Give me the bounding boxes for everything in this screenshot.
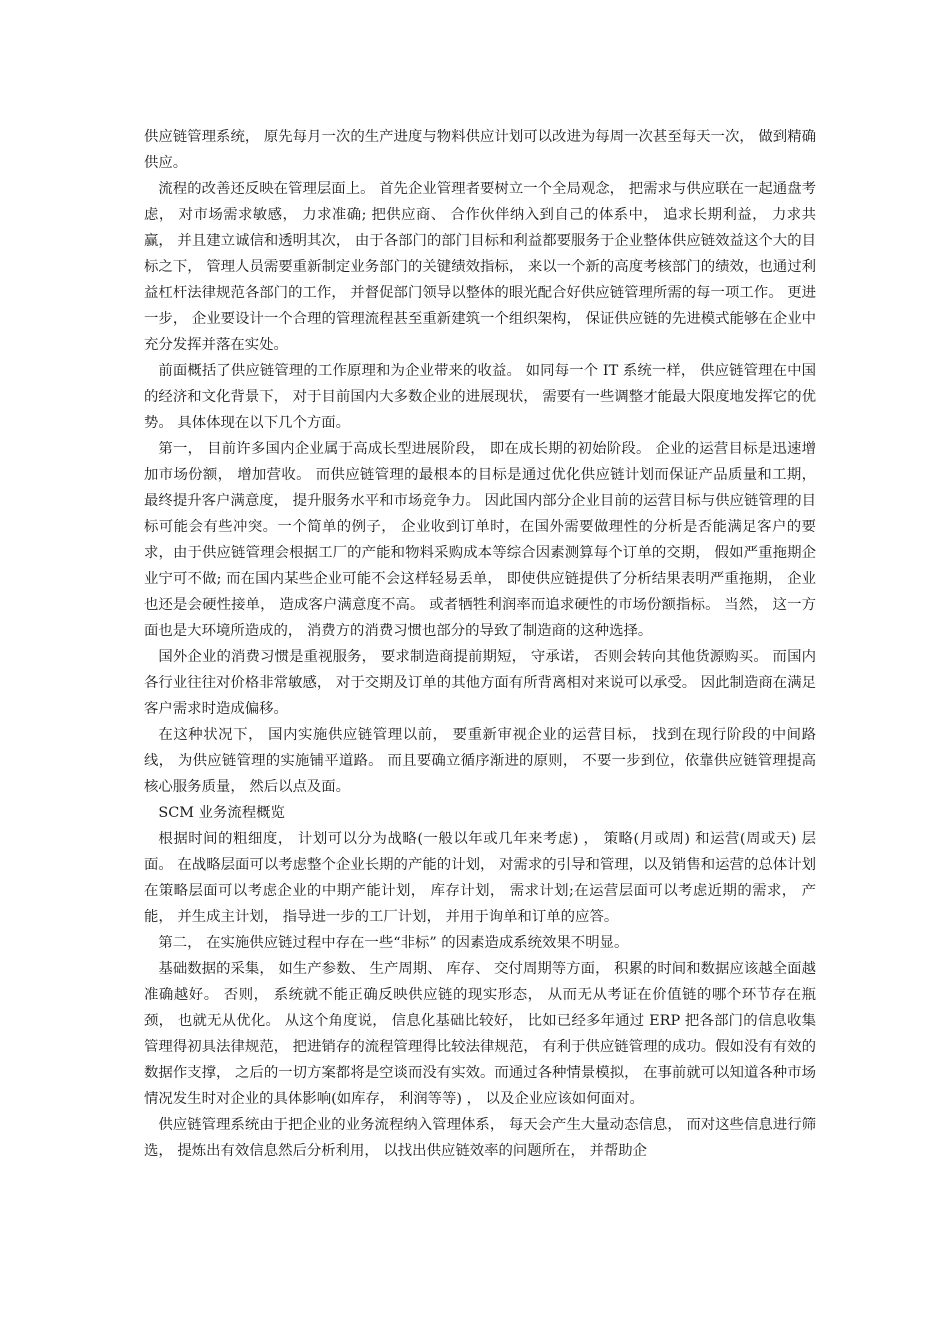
paragraph-5: 国外企业的消费习惯是重视服务， 要求制造商提前期短， 守承诺， 否则会转向其他货源购买。 而国内各行业往往对价格非常敏感， 对于交期及订单的其他方面有所背离相对来说可以承受。 因此制造商在满足客户需求时造成偏移。: [144, 649, 816, 717]
paragraph-7: 根据时间的粗细度， 计划可以分为战略(一般以年或几年来考虑) ， 策略(月或周) 和运营(周或天) 层面。 在战略层面可以考虑整个企业长期的产能的计划， 对需求的引导和管理，以及销售和运营的总体计划在策略层面可以考虑企业的中期产能计划， 库存计划， 需求计划;在运营层面可以考虑近期的需求， 产能， 并生成主计划， 指导进一步的工厂计划， 并用于询单和订单的应答。: [144, 831, 816, 925]
section-heading: SCM 业务流程概览: [158, 805, 285, 821]
paragraph-1: 供应链管理系统， 原先每月一次的生产进度与物料供应计划可以改进为每周一次甚至每天一次， 做到精确供应。: [144, 129, 816, 171]
paragraph-2: 流程的改善还反映在管理层面上。 首先企业管理者要树立一个全局观念， 把需求与供应联在一起通盘考虑， 对市场需求敏感， 力求准确; 把供应商、 合作伙伴纳入到自己的体系中， 追求长期利益， 力求共赢， 并且建立诚信和透明其次， 由于各部门的部门目标和利益都要服务于企业整体供应链效益这个大的目标之下， 管理人员需要重新制定业务部门的关键绩效指标， 来以一个新的高度考核部门的绩效，也通过利益杠杆法律规范各部门的工作， 并督促部门领导以整体的眼光配合好供应链管理所需的每一项工作。 更进一步， 企业要设计一个合理的管理流程甚至重新建筑一个组织架构， 保证供应链的先进模式能够在企业中充分发挥并落在实处。: [144, 181, 816, 353]
paragraph-4: 第一， 目前许多国内企业属于高成长型进展阶段， 即在成长期的初始阶段。 企业的运营目标是迅速增加市场份额， 增加营收。 而供应链管理的最根本的目标是通过优化供应链计划而保证产品质量和工期， 最终提升客户满意度， 提升服务水平和市场竞争力。 因此国内部分企业目前的运营目标与供应链管理的目标可能会有些冲突。一个简单的例子， 企业收到订单时，在国外需要做理性的分析是否能满足客户的要求，由于供应链管理会根据工厂的产能和物料采购成本等综合因素测算每个订单的交期， 假如严重拖期企业宁可不做; 而在国内某些企业可能不会这样轻易丢单， 即使供应链提供了分析结果表明严重拖期， 企业也还是会硬性接单， 造成客户满意度不高。 或者牺牲利润率而追求硬性的市场份额指标。 当然， 这一方面也是大环境所造成的， 消费方的消费习惯也部分的导致了制造商的这种选择。: [144, 441, 816, 639]
document-page: [144, 124, 816, 1164]
paragraph-10: 供应链管理系统由于把企业的业务流程纳入管理体系， 每天会产生大量动态信息， 而对这些信息进行筛选， 提炼出有效信息然后分析利用， 以找出供应链效率的问题所在， 并帮助企: [144, 1117, 816, 1159]
paragraph-9: 基础数据的采集， 如生产参数、 生产周期、 库存、 交付周期等方面， 积累的时间和数据应该越全面越准确越好。 否则， 系统就不能正确反映供应链的现实形态， 从而无从考证在价值链的哪个环节存在瓶颈， 也就无从优化。 从这个角度说， 信息化基础比较好， 比如已经多年通过 ERP 把各部门的信息收集管理得初具法律规范， 把进销存的流程管理得比较法律规范， 有利于供应链管理的成功。假如没有有效的数据作支撑， 之后的一切方案都将是空谈而没有实效。而通过各种情景模拟， 在事前就可以知道各种市场情况发生时对企业的具体影响(如库存， 利润等等) ， 以及企业应该如何面对。: [144, 961, 816, 1107]
paragraph-8: 第二， 在实施供应链过程中存在一些“非标” 的因素造成系统效果不明显。: [158, 935, 629, 951]
paragraph-3: 前面概括了供应链管理的工作原理和为企业带来的收益。 如同每一个 IT 系统一样， 供应链管理在中国的经济和文化背景下， 对于目前国内大多数企业的进展现状， 需要有一些调整才能最大限度地发挥它的优势。 具体体现在以下几个方面。: [144, 363, 816, 431]
paragraph-6: 在这种状况下， 国内实施供应链管理以前， 要重新审视企业的运营目标， 找到在现行阶段的中间路线， 为供应链管理的实施铺平道路。 而且要确立循序渐进的原则， 不要一步到位，依靠供应链管理提高核心服务质量， 然后以点及面。: [144, 727, 816, 795]
